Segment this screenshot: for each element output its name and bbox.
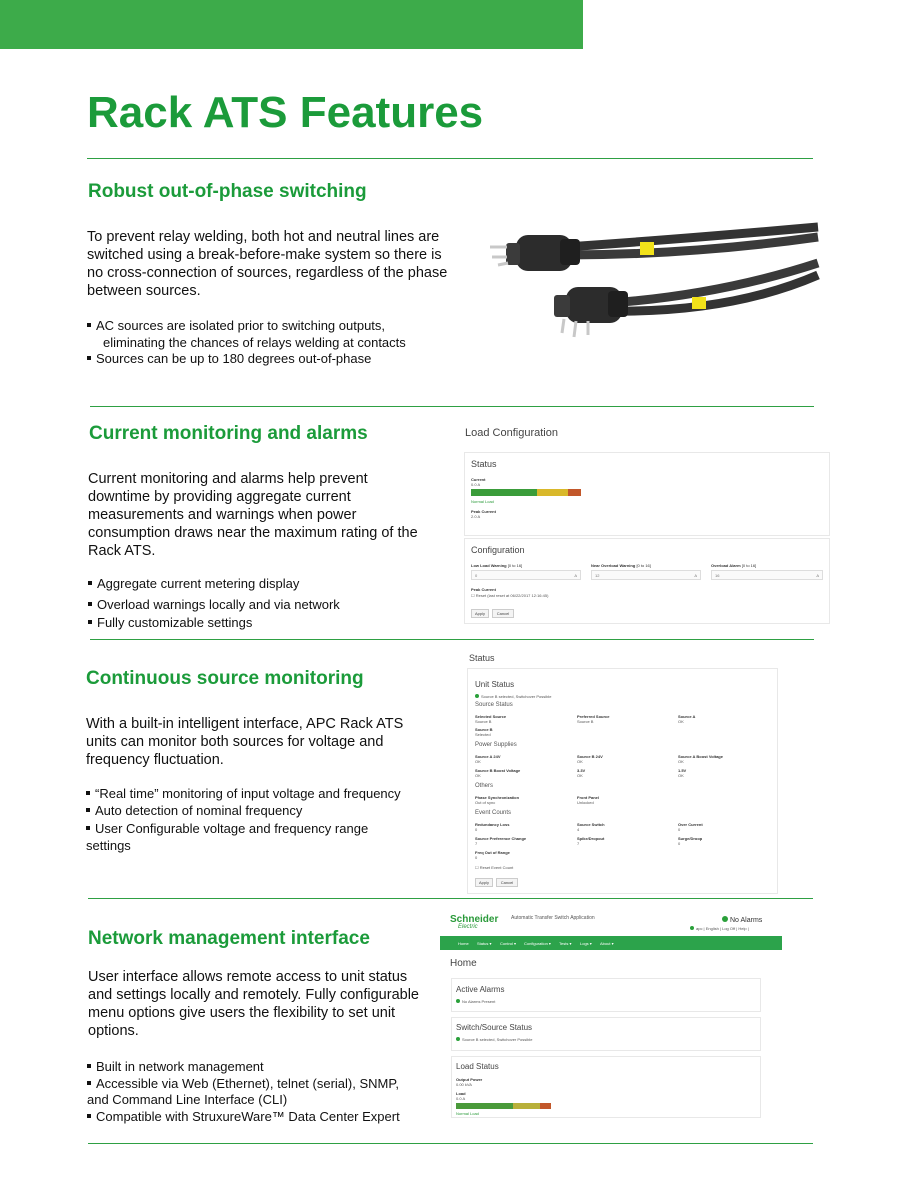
peak-current-label: Peak Current bbox=[471, 587, 496, 592]
apply-button[interactable]: Apply bbox=[471, 609, 489, 618]
check-icon bbox=[722, 916, 728, 922]
field-label-overload-alarm: Overload Alarm [0 to 16] bbox=[711, 563, 757, 568]
status-key: Source A bbox=[678, 714, 696, 719]
card-heading: Switch/Source Status bbox=[456, 1023, 533, 1032]
nav-status[interactable]: Status ▾ bbox=[477, 941, 492, 946]
divider bbox=[90, 406, 814, 407]
section-title-source-monitoring: Continuous source monitoring bbox=[86, 668, 364, 689]
switch-status-message: Source B selected, Switchover Possible bbox=[456, 1037, 532, 1042]
divider bbox=[90, 639, 814, 640]
list-item: settings bbox=[86, 837, 131, 853]
bullet-list-source-monitoring bbox=[86, 786, 426, 854]
status-value: Source B bbox=[475, 719, 492, 724]
status-value: Source B bbox=[577, 719, 594, 724]
status-key: Front Panel bbox=[577, 795, 600, 800]
list-item: Auto detection of nominal frequency bbox=[86, 803, 426, 820]
unit-status-card bbox=[467, 668, 778, 894]
page-title: Rack ATS Features bbox=[87, 88, 484, 137]
load-bar-green bbox=[456, 1103, 513, 1109]
ok-status-icon bbox=[475, 694, 479, 698]
reset-checkbox[interactable]: ☐ Reset (last reset at 06/22/2017 12:16:45) bbox=[471, 593, 549, 598]
no-alarms-message: No Alarms Present bbox=[456, 999, 495, 1004]
schneider-logo: Schneider bbox=[450, 914, 499, 925]
nav-about[interactable]: About ▾ bbox=[600, 941, 614, 946]
panel-title: Status bbox=[469, 653, 495, 663]
status-key: Selected Source bbox=[475, 714, 507, 719]
current-value: 0.0 A bbox=[471, 482, 481, 487]
status-key: Surge/Droop bbox=[678, 836, 703, 841]
status-key: Redundancy Loss bbox=[475, 822, 510, 827]
list-item: Aggregate current metering display bbox=[88, 575, 428, 593]
status-key: Phase Synchronization bbox=[475, 795, 520, 800]
peak-label: Peak Current bbox=[471, 509, 496, 514]
overload-alarm-input[interactable]: 16 A bbox=[711, 570, 823, 580]
status-value: OK bbox=[678, 773, 684, 778]
section-paragraph-switching: To prevent relay welding, both hot and neutral lines are switched using a break-before-make system so there is no cross-connection of sources, regardless of the phase between sources. bbox=[87, 229, 448, 299]
divider bbox=[88, 1143, 813, 1144]
nav-control[interactable]: Control ▾ bbox=[500, 941, 517, 946]
section-paragraph-network-management: User interface allows remote access to unit status and settings locally and remotely. Fully configurable menu options give users the flexibility to set unit options. bbox=[88, 969, 419, 1039]
status-value: 0 bbox=[475, 827, 478, 832]
list-item: “Real time” monitoring of input voltage and frequency bbox=[86, 786, 426, 803]
low-load-warning-input[interactable]: 0 A bbox=[471, 570, 581, 580]
list-item: Compatible with StruxureWare™ Data Center Expert bbox=[87, 1109, 437, 1126]
top-accent-bar bbox=[0, 0, 583, 49]
card-heading: Status bbox=[471, 459, 497, 469]
cancel-button[interactable]: Cancel bbox=[496, 878, 518, 887]
status-key: Source B bbox=[475, 727, 493, 732]
main-nav-bar bbox=[440, 936, 782, 950]
status-value: OK bbox=[678, 719, 684, 724]
load-bar-green bbox=[471, 489, 537, 496]
load-state: Normal Load bbox=[456, 1111, 479, 1116]
list-item: eliminating the chances of relays welding at contacts bbox=[103, 334, 406, 350]
event-counts-heading: Event Counts bbox=[475, 810, 512, 816]
list-item: and Command Line Interface (CLI) bbox=[87, 1092, 288, 1107]
status-value: Out of sync bbox=[475, 800, 496, 805]
section-title-switching: Robust out-of-phase switching bbox=[88, 181, 367, 202]
load-state: Normal Load bbox=[471, 499, 494, 504]
reset-event-count-checkbox[interactable]: ☐ Reset Event Count bbox=[475, 865, 514, 870]
section-title-current-monitoring: Current monitoring and alarms bbox=[89, 423, 368, 444]
bullet-list-current-monitoring bbox=[88, 575, 428, 632]
field-label-low-load: Low Load Warning [0 to 16] bbox=[471, 563, 523, 568]
load-status-card bbox=[451, 1056, 761, 1118]
section-paragraph-current-monitoring: Current monitoring and alarms help prevent downtime by providing aggregate current measurements and warnings when power consumption draws near the maximum rating of the Rack ATS. bbox=[88, 471, 418, 559]
ok-status-icon bbox=[456, 999, 460, 1003]
web-ui-screenshot bbox=[440, 908, 783, 1122]
schneider-logo-sub: Electric bbox=[458, 924, 478, 930]
configuration-card bbox=[464, 538, 830, 624]
power-supplies-heading: Power Supplies bbox=[475, 742, 517, 748]
list-item: Overload warnings locally and via network bbox=[88, 596, 428, 614]
list-item: Fully customizable settings bbox=[88, 614, 428, 632]
list-item: User Configurable voltage and frequency range bbox=[86, 821, 426, 838]
load-bar-red bbox=[568, 489, 581, 496]
load-label: Load bbox=[456, 1091, 466, 1096]
load-bar-yellow bbox=[513, 1103, 540, 1109]
status-value: 0 bbox=[678, 841, 681, 846]
page-heading: Home bbox=[450, 958, 477, 969]
status-key: Source B 24V bbox=[577, 754, 603, 759]
card-heading: Load Status bbox=[456, 1062, 499, 1071]
divider bbox=[88, 898, 813, 899]
load-value: 0.0 A bbox=[456, 1096, 466, 1101]
status-key: Source Switch bbox=[577, 822, 605, 827]
nav-configuration[interactable]: Configuration ▾ bbox=[524, 941, 551, 946]
app-name: Automatic Transfer Switch Application bbox=[511, 915, 595, 921]
status-key: Spike/Dropout bbox=[577, 836, 605, 841]
status-value: Selected bbox=[475, 732, 491, 737]
section-title-network-management: Network management interface bbox=[88, 928, 370, 949]
list-item: Built in network management bbox=[87, 1059, 437, 1076]
status-key: 1.5V bbox=[678, 768, 687, 773]
status-value: OK bbox=[678, 759, 684, 764]
source-status-heading: Source Status bbox=[475, 702, 513, 708]
current-label: Current bbox=[471, 477, 486, 482]
nav-home[interactable]: Home bbox=[458, 941, 469, 946]
status-value: 7 bbox=[475, 841, 478, 846]
nav-tests[interactable]: Tests ▾ bbox=[559, 941, 572, 946]
load-bar-red bbox=[540, 1103, 551, 1109]
cancel-button[interactable]: Cancel bbox=[492, 609, 514, 618]
status-key: Preferred Source bbox=[577, 714, 610, 719]
apply-button[interactable]: Apply bbox=[475, 878, 493, 887]
nav-logs[interactable]: Logs ▾ bbox=[580, 941, 592, 946]
status-key: Freq Out of Range bbox=[475, 850, 510, 855]
section-paragraph-source-monitoring: With a built-in intelligent interface, APC Rack ATS units can monitor both sources for voltage and frequency fluctuation. bbox=[86, 716, 404, 768]
status-value: OK bbox=[577, 759, 583, 764]
list-item: Accessible via Web (Ethernet), telnet (serial), SNMP, bbox=[87, 1076, 437, 1093]
status-value: 7 bbox=[577, 841, 580, 846]
divider bbox=[87, 158, 813, 159]
near-overload-warning-input[interactable]: 12 A bbox=[591, 570, 701, 580]
panel-title: Load Configuration bbox=[465, 427, 558, 439]
status-value: 0 bbox=[475, 855, 478, 860]
user-icon bbox=[690, 926, 694, 930]
status-screenshot bbox=[462, 650, 780, 895]
status-value: Unlocked bbox=[577, 800, 594, 805]
status-key: 3.3V bbox=[577, 768, 586, 773]
output-power-label: Output Power bbox=[456, 1077, 483, 1082]
power-cable-plugs-image bbox=[470, 215, 820, 340]
bullet-list-network-management bbox=[87, 1059, 437, 1125]
status-value: OK bbox=[577, 773, 583, 778]
others-heading: Others bbox=[475, 783, 494, 789]
load-configuration-screenshot bbox=[458, 420, 830, 625]
peak-value: 2.0 A bbox=[471, 514, 481, 519]
output-power-value: 0.00 kVA bbox=[456, 1082, 472, 1087]
alarm-state[interactable]: No Alarms bbox=[722, 916, 762, 924]
status-key: Over Current bbox=[678, 822, 703, 827]
active-alarms-card bbox=[451, 978, 761, 1012]
list-item: Sources can be up to 180 degrees out-of-phase bbox=[87, 351, 457, 368]
load-bar bbox=[471, 489, 581, 496]
status-value: 0 bbox=[678, 827, 681, 832]
bullet-list-switching bbox=[87, 318, 457, 368]
ok-status-icon bbox=[456, 1037, 460, 1041]
user-links[interactable]: apc | English | Log Off | Help | bbox=[690, 926, 749, 931]
unit-status-message: Source B selected, Switchover Possible bbox=[475, 694, 551, 699]
list-item: AC sources are isolated prior to switching outputs, bbox=[87, 318, 457, 335]
status-key: Source A Boost Voltage bbox=[678, 754, 723, 759]
switch-status-card bbox=[451, 1017, 761, 1051]
field-label-near-overload: Near Overload Warning [0 to 16] bbox=[591, 563, 651, 568]
status-key: Source B Boost Voltage bbox=[475, 768, 521, 773]
card-heading: Configuration bbox=[471, 545, 525, 555]
status-value: 4 bbox=[577, 827, 580, 832]
status-key: Source A 24V bbox=[475, 754, 501, 759]
status-value: OK bbox=[475, 773, 481, 778]
status-key: Source Preference Change bbox=[475, 836, 527, 841]
load-bar-yellow bbox=[537, 489, 568, 496]
card-heading: Active Alarms bbox=[456, 985, 505, 994]
unit-status-heading: Unit Status bbox=[475, 680, 515, 689]
status-value: OK bbox=[475, 759, 481, 764]
status-card bbox=[464, 452, 830, 536]
load-bar bbox=[456, 1103, 551, 1109]
